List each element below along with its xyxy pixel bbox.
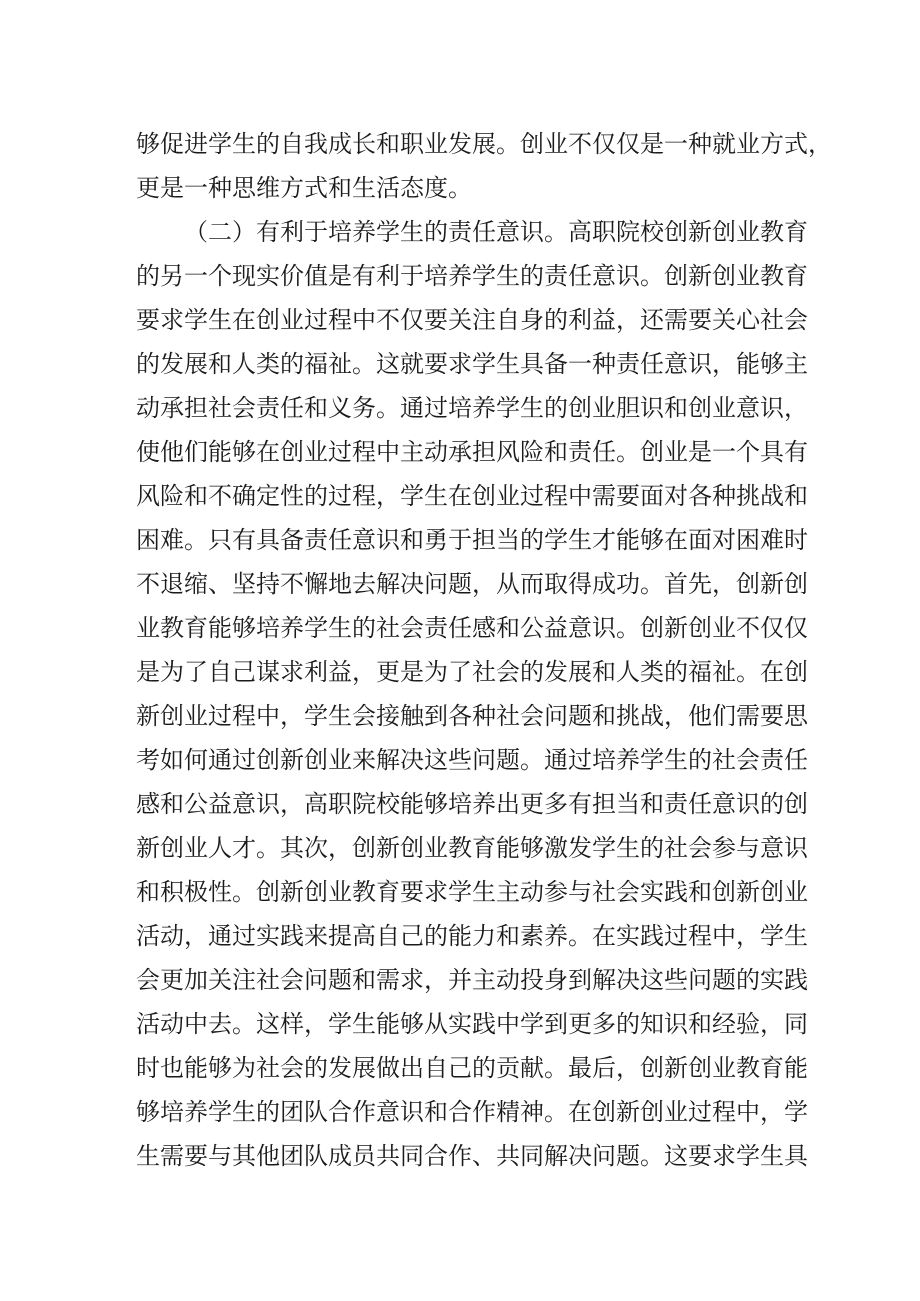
text-line: 生需要与其他团队成员共同合作、共同解决问题。这要求学生具 (136, 1142, 808, 1170)
text-line: 风险和不确定性的过程，学生在创业过程中需要面对各种挑战和 (136, 482, 808, 510)
text-line: 新创业人才。其次，创新创业教育能够激发学生的社会参与意识 (136, 834, 808, 862)
text-line: 会更加关注社会问题和需求，并主动投身到解决这些问题的实践 (136, 966, 808, 994)
text-line: 考如何通过创新创业来解决这些问题。通过培养学生的社会责任 (136, 746, 808, 774)
text-line: 活动中去。这样，学生能够从实践中学到更多的知识和经验，同 (136, 1010, 808, 1038)
text-line: 业教育能够培养学生的社会责任感和公益意识。创新创业不仅仅 (136, 614, 808, 642)
text-line: 的发展和人类的福祉。这就要求学生具备一种责任意识，能够主 (136, 350, 808, 378)
text-line: 的另一个现实价值是有利于培养学生的责任意识。创新创业教育 (136, 262, 808, 290)
text-line: 使他们能够在创业过程中主动承担风险和责任。创业是一个具有 (136, 438, 808, 466)
text-line: 时也能够为社会的发展做出自己的贡献。最后，创新创业教育能 (136, 1054, 808, 1082)
text-line: 要求学生在创业过程中不仅要关注自身的利益，还需要关心社会 (136, 306, 808, 334)
text-line: 动承担社会责任和义务。通过培养学生的创业胆识和创业意识， (136, 394, 808, 422)
text-line: 是为了自己谋求利益，更是为了社会的发展和人类的福祉。在创 (136, 658, 808, 686)
text-line: （二）有利于培养学生的责任意识。高职院校创新创业教育 (184, 218, 808, 246)
text-line: 感和公益意识，高职院校能够培养出更多有担当和责任意识的创 (136, 790, 808, 818)
text-line: 不退缩、坚持不懈地去解决问题，从而取得成功。首先，创新创 (136, 570, 808, 598)
body-text (136, 122, 832, 1178)
text-line: 更是一种思维方式和生活态度。 (136, 174, 472, 202)
text-line: 够促进学生的自我成长和职业发展。创业不仅仅是一种就业方式， (136, 130, 832, 158)
text-line: 活动，通过实践来提高自己的能力和素养。在实践过程中，学生 (136, 922, 808, 950)
text-line: 困难。只有具备责任意识和勇于担当的学生才能够在面对困难时 (136, 526, 808, 554)
text-line: 新创业过程中，学生会接触到各种社会问题和挑战，他们需要思 (136, 702, 808, 730)
text-line: 和积极性。创新创业教育要求学生主动参与社会实践和创新创业 (136, 878, 808, 906)
text-line: 够培养学生的团队合作意识和合作精神。在创新创业过程中，学 (136, 1098, 808, 1126)
